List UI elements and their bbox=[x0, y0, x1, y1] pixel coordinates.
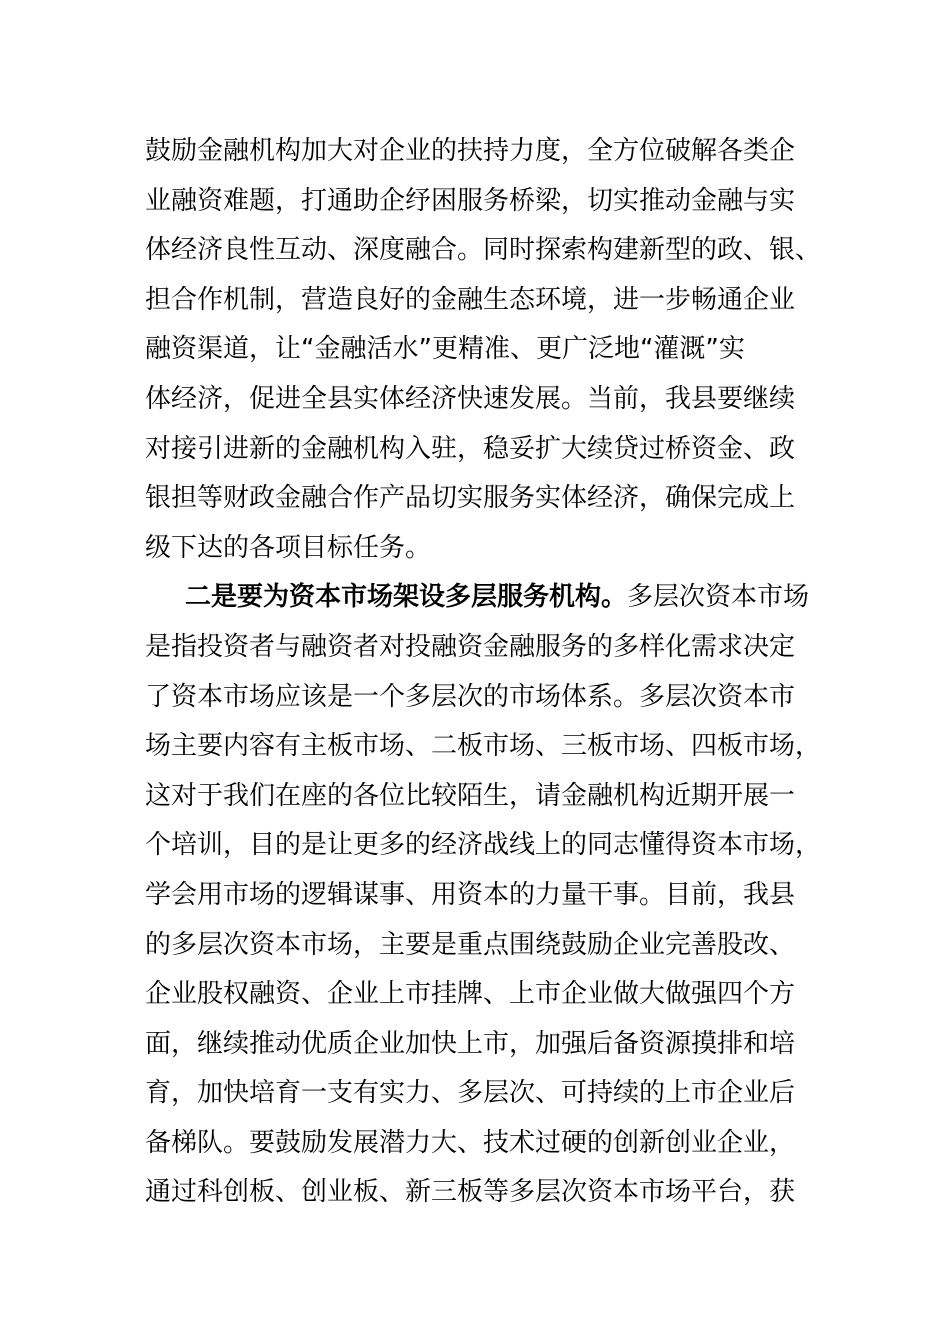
paragraph-1 bbox=[145, 127, 822, 573]
text-line: 通过科创板、创业板、新三板等多层次资本市场平台，获 bbox=[145, 1177, 796, 1208]
section-heading: 二是要为资本市场架设多层服务机构。 bbox=[185, 582, 628, 613]
text-line: 个培训，目的是让更多的经济战线上的同志懂得资本市场， bbox=[145, 830, 822, 861]
text-line: 了资本市场应该是一个多层次的市场体系。多层次资本市 bbox=[145, 681, 796, 712]
text-line: 备梯队。要鼓励发展潜力大、技术过硬的创新创业企业， bbox=[145, 1127, 796, 1158]
paragraph-2 bbox=[145, 573, 822, 1218]
text-line: 是指投资者与融资者对投融资金融服务的多样化需求决定 bbox=[145, 631, 796, 662]
text-line: 这对于我们在座的各位比较陌生，请金融机构近期开展一 bbox=[145, 780, 796, 811]
text-line: 鼓励金融机构加大对企业的扶持力度，全方位破解各类企 bbox=[145, 136, 796, 166]
paragraph-first-line bbox=[145, 573, 810, 623]
text-line: 业融资难题，打通助企纾困服务桥梁，切实推动金融与实 bbox=[145, 185, 796, 216]
text-line: 级下达的各项目标任务。 bbox=[145, 532, 432, 563]
text-line: 银担等财政金融合作产品切实服务实体经济，确保完成上 bbox=[145, 483, 796, 514]
text-line: 对接引进新的金融机构入驻，稳妥扩大续贷过桥资金、政 bbox=[145, 433, 796, 464]
text-line: 的多层次资本市场，主要是重点围绕鼓励企业完善股改、 bbox=[145, 929, 796, 960]
text-line: 企业股权融资、企业上市挂牌、上市企业做大做强四个方 bbox=[145, 979, 796, 1010]
text-line: 融资渠道，让“金融活水”更精准、更广泛地“灌溉”实 bbox=[145, 334, 745, 365]
text-line: 面，继续推动优质企业加快上市，加强后备资源摸排和培 bbox=[145, 1028, 796, 1059]
text-line: 育，加快培育一支有实力、多层次、可持续的上市企业后 bbox=[145, 1078, 796, 1109]
text-line: 担合作机制，营造良好的金融生态环境，进一步畅通企业 bbox=[145, 284, 796, 315]
text-line: 学会用市场的逻辑谋事、用资本的力量干事。目前，我县 bbox=[145, 879, 796, 910]
body-text bbox=[145, 127, 822, 1218]
text-line: 场主要内容有主板市场、二板市场、三板市场、四板市场， bbox=[145, 731, 822, 762]
text-line: 体经济良性互动、深度融合。同时探索构建新型的政、银、 bbox=[145, 235, 822, 266]
text-line-rest: 多层次资本市场 bbox=[627, 582, 810, 613]
text-line: 体经济，促进全县实体经济快速发展。当前，我县要继续 bbox=[145, 383, 796, 414]
